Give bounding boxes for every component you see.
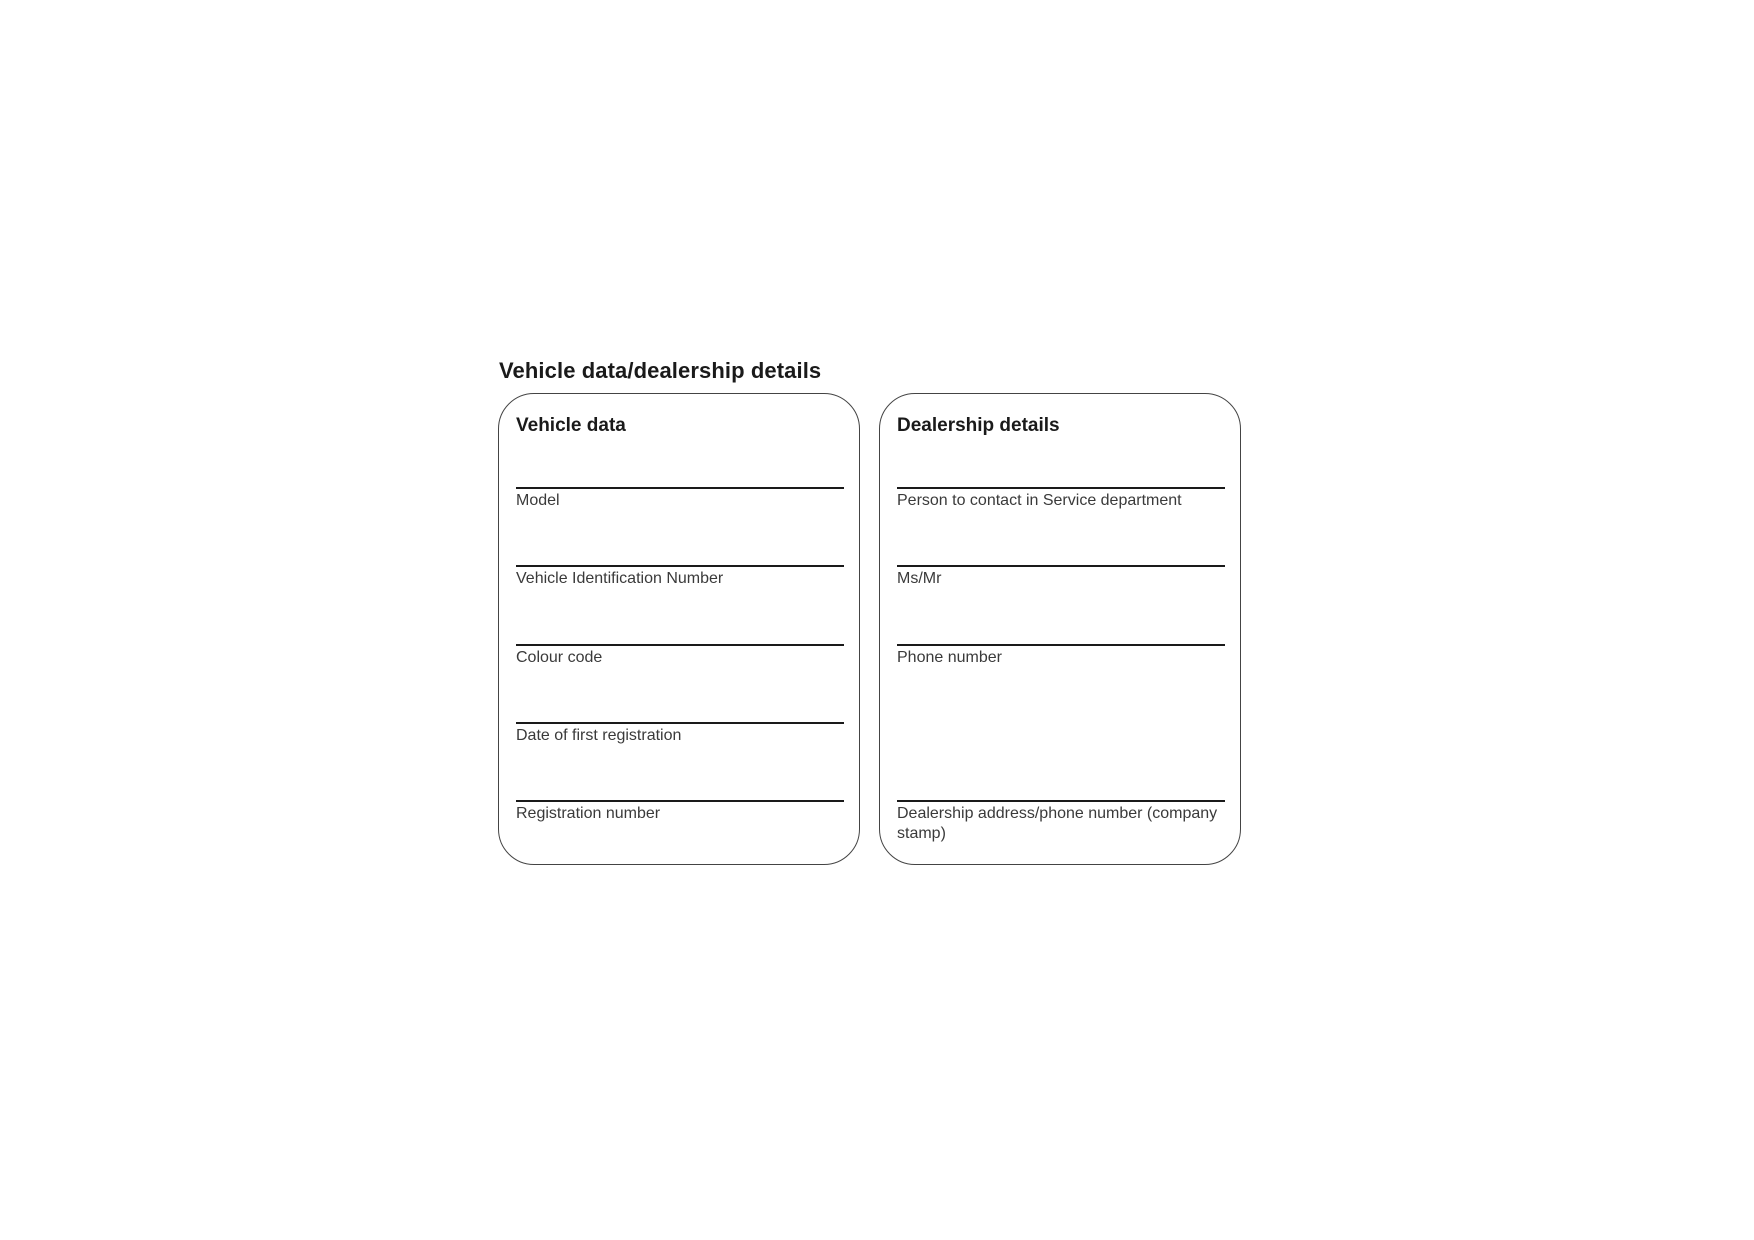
dealership-address-line [897, 800, 1225, 802]
vehicle-data-title: Vehicle data [516, 415, 626, 436]
model-field[interactable] [516, 487, 844, 511]
vin-line [516, 565, 844, 567]
dealership-details-panel [879, 393, 1241, 865]
salutation-label: Ms/Mr [897, 570, 942, 587]
registration-number-field[interactable] [516, 800, 844, 824]
salutation-field[interactable] [897, 565, 1225, 589]
service-contact-label: Person to contact in Service department [897, 492, 1182, 509]
model-label: Model [516, 492, 560, 509]
vin-field[interactable] [516, 565, 844, 589]
phone-number-field[interactable] [897, 644, 1225, 668]
service-contact-line [897, 487, 1225, 489]
model-line [516, 487, 844, 489]
page-title: Vehicle data/dealership details [499, 358, 822, 383]
colour-code-line [516, 644, 844, 646]
first-registration-field[interactable] [516, 722, 844, 746]
phone-number-label: Phone number [897, 649, 1002, 666]
vin-label: Vehicle Identification Number [516, 570, 724, 587]
dealership-address-label: Dealership address/phone number (company stamp) [897, 805, 1218, 842]
phone-number-line [897, 644, 1225, 646]
colour-code-field[interactable] [516, 644, 844, 668]
first-registration-label: Date of first registration [516, 727, 682, 744]
dealership-address-field[interactable] [897, 800, 1225, 844]
first-registration-line [516, 722, 844, 724]
colour-code-label: Colour code [516, 649, 603, 666]
salutation-line [897, 565, 1225, 567]
service-contact-field[interactable] [897, 487, 1225, 511]
registration-number-label: Registration number [516, 805, 661, 822]
registration-number-line [516, 800, 844, 802]
vehicle-data-panel [498, 393, 860, 865]
dealership-details-title: Dealership details [897, 415, 1060, 436]
